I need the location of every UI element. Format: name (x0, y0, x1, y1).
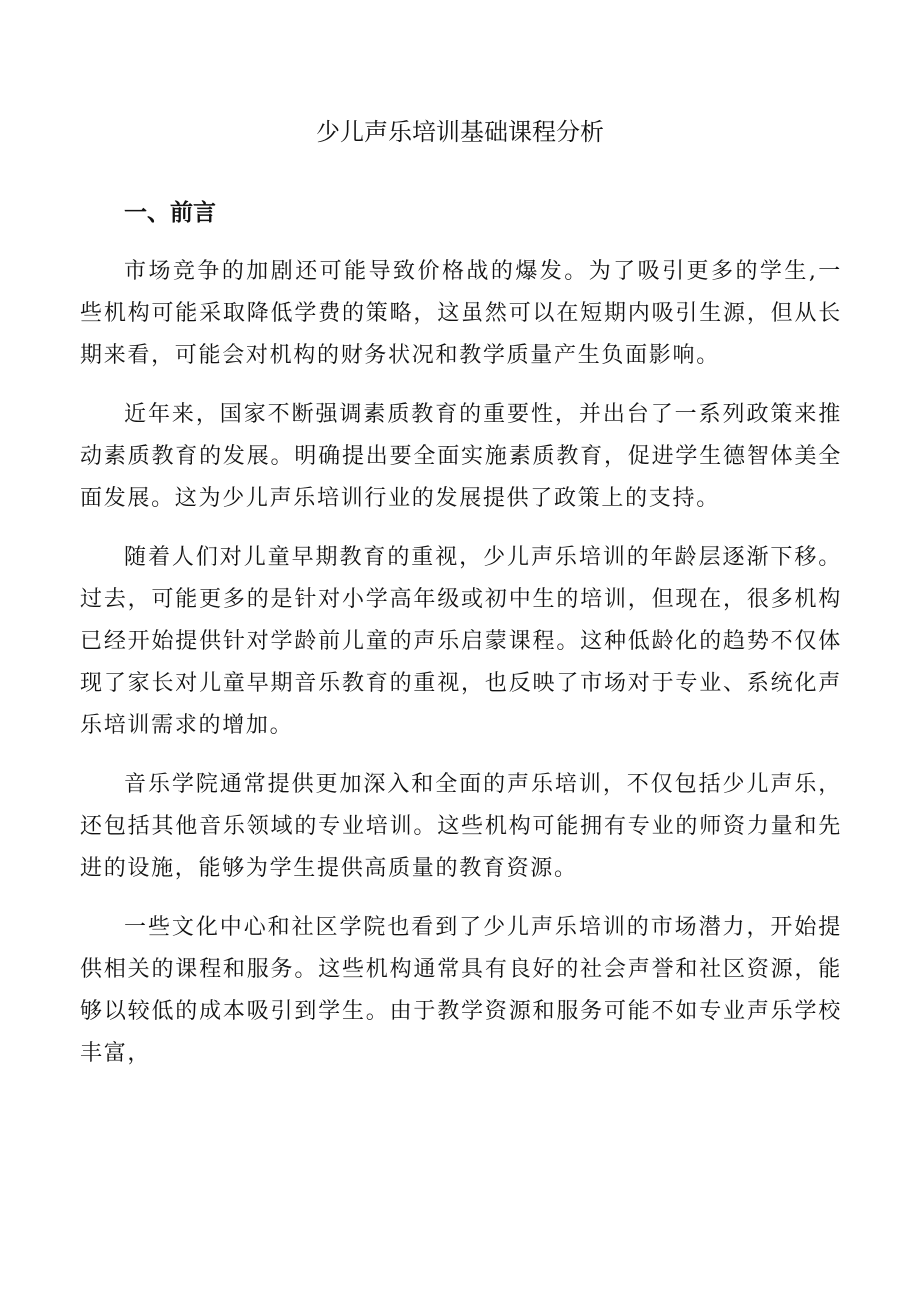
document-title: 少儿声乐培训基础课程分析 (316, 118, 604, 146)
document-body (80, 251, 842, 1092)
paragraph: 音乐学院通常提供更加深入和全面的声乐培训，不仅包括少儿声乐，还包括其他音乐领域的专业培训。这些机构可能拥有专业的师资力量和先进的设施，能够为学生提供高质量的教育资源。 (80, 772, 842, 881)
section-heading: 一、前言 (124, 200, 216, 226)
paragraph: 随着人们对儿童早期教育的重视，少儿声乐培训的年龄层逐渐下移。过去，可能更多的是针对小学高年级或初中生的培训，但现在，很多机构已经开始提供针对学龄前儿童的声乐启蒙课程。这种低龄化的趋势不仅体现了家长对儿童早期音乐教育的重视，也反映了市场对于专业、系统化声乐培训需求的增加。 (80, 545, 842, 738)
paragraph: 近年来，国家不断强调素质教育的重要性，并出台了一系列政策来推动素质教育的发展。明确提出要全面实施素质教育，促进学生德智体美全面发展。这为少儿声乐培训行业的发展提供了政策上的支持。 (80, 402, 842, 511)
paragraph: 一些文化中心和社区学院也看到了少儿声乐培训的市场潜力，开始提供相关的课程和服务。这些机构通常具有良好的社会声誉和社区资源，能够以较低的成本吸引到学生。由于教学资源和服务可能不如专业声乐学校丰富， (80, 915, 842, 1066)
paragraph: 市场竞争的加剧还可能导致价格战的爆发。为了吸引更多的学生,一些机构可能采取降低学费的策略，这虽然可以在短期内吸引生源，但从长期来看，可能会对机构的财务状况和教学质量产生负面影响。 (80, 259, 842, 368)
